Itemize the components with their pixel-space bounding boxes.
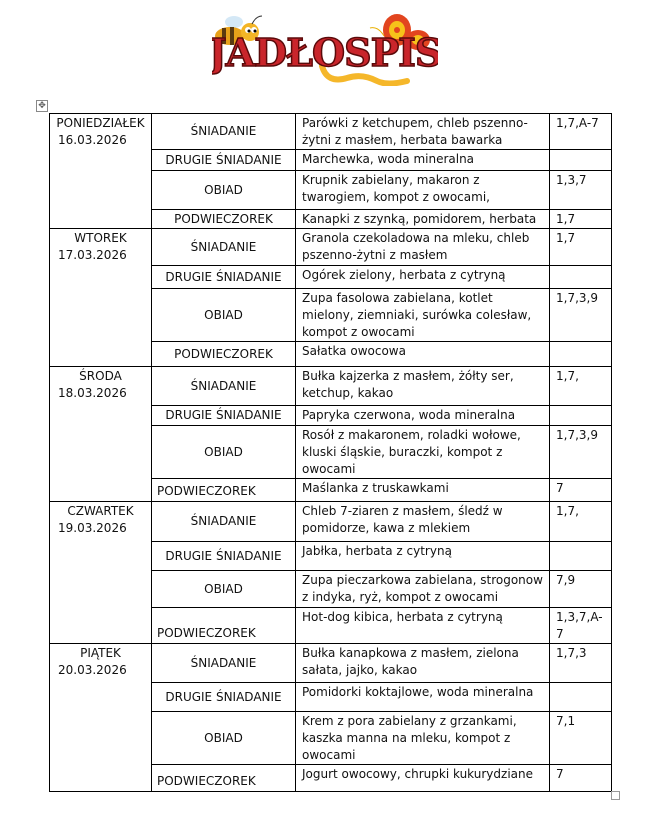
dish-description: Rosół z makaronem, roladki wołowe, kluski śląskie, buraczki, kompot z owocami	[296, 426, 550, 479]
allergens: 1,7	[550, 210, 612, 229]
meal-row	[50, 502, 612, 542]
day-name: WTOREK	[74, 231, 127, 245]
day-cell	[50, 229, 152, 367]
allergens: 1,7,3,9	[550, 289, 612, 342]
day-cell	[50, 367, 152, 502]
meal-type: PODWIECZOREK	[152, 608, 296, 644]
allergens	[550, 406, 612, 426]
meal-type: DRUGIE ŚNIADANIE	[152, 266, 296, 289]
meal-type: OBIAD	[152, 571, 296, 608]
allergens: 7,1	[550, 712, 612, 765]
meal-type: PODWIECZOREK	[152, 210, 296, 229]
meal-type: ŚNIADANIE	[152, 644, 296, 683]
dish-description: Bułka kanapkowa z masłem, zielona sałata, jajko, kakao	[296, 644, 550, 683]
allergens: 1,7	[550, 229, 612, 266]
menu-table	[49, 113, 612, 792]
dish-description: Maślanka z truskawkami	[296, 479, 550, 502]
dish-description: Papryka czerwona, woda mineralna	[296, 406, 550, 426]
allergens: 7	[550, 479, 612, 502]
allergens	[550, 266, 612, 289]
dish-description: Zupa pieczarkowa zabielana, strogonow z indyka, ryż, kompot z owocami	[296, 571, 550, 608]
allergens: 1,7,A-7	[550, 114, 612, 150]
meal-type: ŚNIADANIE	[152, 502, 296, 542]
dish-description: Bułka kajzerka z masłem, żółty ser, ketchup, kakao	[296, 367, 550, 406]
meal-type: PODWIECZOREK	[152, 765, 296, 792]
dish-description: Kanapki z szynką, pomidorem, herbata	[296, 210, 550, 229]
logo-image	[212, 6, 438, 86]
meal-type: DRUGIE ŚNIADANIE	[152, 150, 296, 171]
meal-row	[50, 644, 612, 683]
allergens	[550, 542, 612, 571]
dish-description: Zupa fasolowa zabielana, kotlet mielony, ziemniaki, surówka colesław, kompot z owocami	[296, 289, 550, 342]
allergens	[550, 683, 612, 712]
day-name: CZWARTEK	[67, 504, 134, 518]
dish-description: Hot-dog kibica, herbata z cytryną	[296, 608, 550, 644]
meal-type: DRUGIE ŚNIADANIE	[152, 542, 296, 571]
allergens: 1,7,	[550, 367, 612, 406]
table-move-handle[interactable]	[36, 100, 48, 112]
logo-text: JADŁOSPIS	[212, 30, 438, 75]
meal-type: ŚNIADANIE	[152, 229, 296, 266]
allergens: 1,7,	[550, 502, 612, 542]
day-name: PIĄTEK	[80, 646, 121, 660]
allergens: 7,9	[550, 571, 612, 608]
meal-type: DRUGIE ŚNIADANIE	[152, 406, 296, 426]
day-cell	[50, 644, 152, 792]
meal-row	[50, 229, 612, 266]
table-resize-handle[interactable]	[611, 791, 620, 800]
meal-type: OBIAD	[152, 171, 296, 210]
day-cell	[50, 502, 152, 644]
dish-description: Granola czekoladowa na mleku, chleb pszenno-żytni z masłem	[296, 229, 550, 266]
meal-type: DRUGIE ŚNIADANIE	[152, 683, 296, 712]
dish-description: Krem z pora zabielany z grzankami, kaszka manna na mleku, kompot z owocami	[296, 712, 550, 765]
day-date: 16.03.2026	[58, 133, 127, 147]
meal-type: ŚNIADANIE	[152, 367, 296, 406]
day-date: 17.03.2026	[58, 248, 127, 262]
day-name: PONIEDZIAŁEK	[56, 116, 145, 130]
day-name: ŚRODA	[79, 369, 122, 383]
dish-description: Krupnik zabielany, makaron z twarogiem, kompot z owocami,	[296, 171, 550, 210]
dish-description: Parówki z ketchupem, chleb pszenno-żytni z masłem, herbata bawarka	[296, 114, 550, 150]
day-date: 18.03.2026	[58, 386, 127, 400]
day-cell	[50, 114, 152, 229]
allergens	[550, 150, 612, 171]
allergens: 1,7,3,9	[550, 426, 612, 479]
meal-row	[50, 367, 612, 406]
meal-type: OBIAD	[152, 712, 296, 765]
meal-type: PODWIECZOREK	[152, 479, 296, 502]
allergens: 1,3,7	[550, 171, 612, 210]
jadlospis-logo	[212, 6, 438, 86]
dish-description: Ogórek zielony, herbata z cytryną	[296, 266, 550, 289]
allergens: 1,3,7,A-7	[550, 608, 612, 644]
dish-description: Chleb 7-ziaren z masłem, śledź w pomidorze, kawa z mlekiem	[296, 502, 550, 542]
allergens: 7	[550, 765, 612, 792]
day-date: 19.03.2026	[58, 521, 127, 535]
allergens	[550, 342, 612, 367]
move-icon: ✥	[38, 101, 46, 111]
dish-description: Pomidorki koktajlowe, woda mineralna	[296, 683, 550, 712]
meal-row	[50, 114, 612, 150]
day-date: 20.03.2026	[58, 663, 127, 677]
meal-type: ŚNIADANIE	[152, 114, 296, 150]
dish-description: Jabłka, herbata z cytryną	[296, 542, 550, 571]
dish-description: Jogurt owocowy, chrupki kukurydziane	[296, 765, 550, 792]
meal-type: OBIAD	[152, 289, 296, 342]
meal-type: OBIAD	[152, 426, 296, 479]
allergens: 1,7,3	[550, 644, 612, 683]
dish-description: Sałatka owocowa	[296, 342, 550, 367]
meal-type: PODWIECZOREK	[152, 342, 296, 367]
dish-description: Marchewka, woda mineralna	[296, 150, 550, 171]
